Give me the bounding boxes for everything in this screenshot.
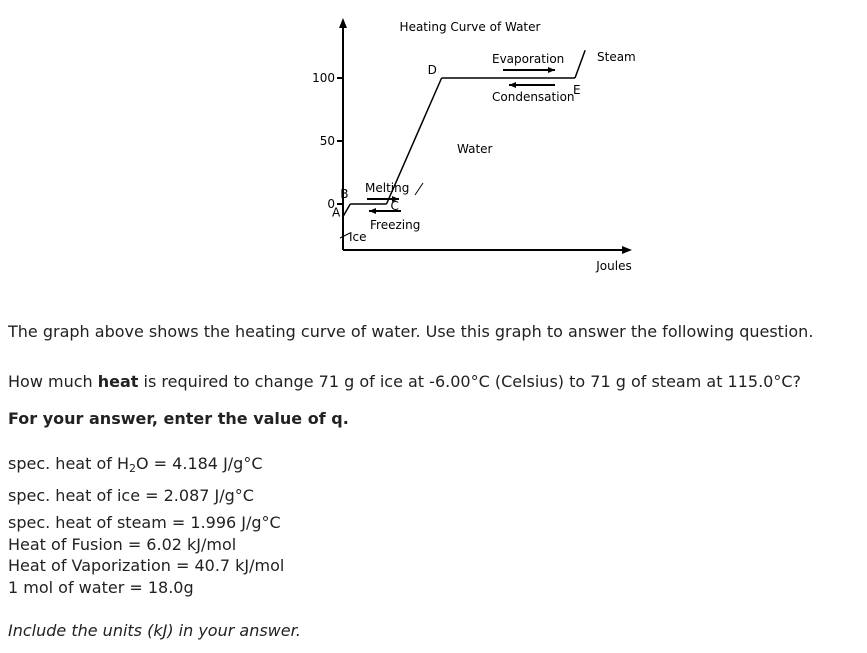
x-axis-arrowhead [622, 246, 632, 254]
constant-water-sub: 2 [129, 462, 136, 475]
question-text [8, 372, 801, 391]
y-axis-arrowhead [339, 18, 347, 28]
y-ticks [312, 71, 343, 211]
constant-vaporization: Heat of Vaporization = 40.7 kJ/mol [8, 556, 285, 575]
annotation-steam: Steam [597, 50, 636, 64]
condensation-arrow-head [509, 82, 516, 88]
chart-labels [332, 20, 636, 273]
y-tick-label-100: 100 [312, 71, 335, 85]
heating-curve-chart [0, 0, 867, 300]
question-post: is required to change 71 g of ice at -6.00°C (Celsius) to 71 g of steam at 115.0°C? [138, 372, 802, 391]
constant-fusion: Heat of Fusion = 6.02 kJ/mol [8, 535, 237, 554]
evaporation-arrow-head [548, 67, 555, 73]
point-label-d: D [427, 63, 437, 77]
x-axis-label: Joules [596, 259, 632, 273]
freezing-arrow-head [369, 208, 376, 214]
constant-water-pre: spec. heat of H [8, 454, 129, 473]
chart-title: Heating Curve of Water [399, 20, 541, 34]
question-heat-word: heat [97, 372, 139, 391]
annotation-freezing: Freezing [370, 218, 421, 232]
units-note: Include the units (kJ) in your answer. [8, 621, 301, 640]
point-label-b: B [340, 187, 349, 201]
annotation-water: Water [457, 142, 493, 156]
point-label-a: A [332, 205, 341, 220]
annotation-ice: Ice [349, 230, 367, 244]
constant-mol: 1 mol of water = 18.0g [8, 578, 194, 597]
curve-segment-1 [343, 204, 350, 217]
constant-ice: spec. heat of ice = 2.087 J/g°C [8, 486, 254, 505]
y-tick-label-0: 0 [327, 197, 335, 211]
constant-steam: spec. heat of steam = 1.996 J/g°C [8, 513, 281, 532]
constant-water [8, 454, 263, 475]
annotation-condensation: Condensation [492, 90, 575, 104]
intro-text: The graph above shows the heating curve of water. Use this graph to answer the following question. [8, 322, 814, 341]
constant-water-post: O = 4.184 J/g°C [136, 454, 263, 473]
question-pre: How much [8, 372, 98, 391]
annotation-evaporation: Evaporation [492, 52, 565, 66]
point-label-c: C [390, 199, 399, 213]
point-label-e: E [573, 83, 581, 97]
curve-segment-5 [575, 50, 585, 78]
y-tick-label-50: 50 [319, 134, 335, 148]
instruction-text: For your answer, enter the value of q. [8, 409, 349, 428]
annotation-melting: Melting [365, 181, 410, 195]
melting-pointer [415, 183, 423, 195]
